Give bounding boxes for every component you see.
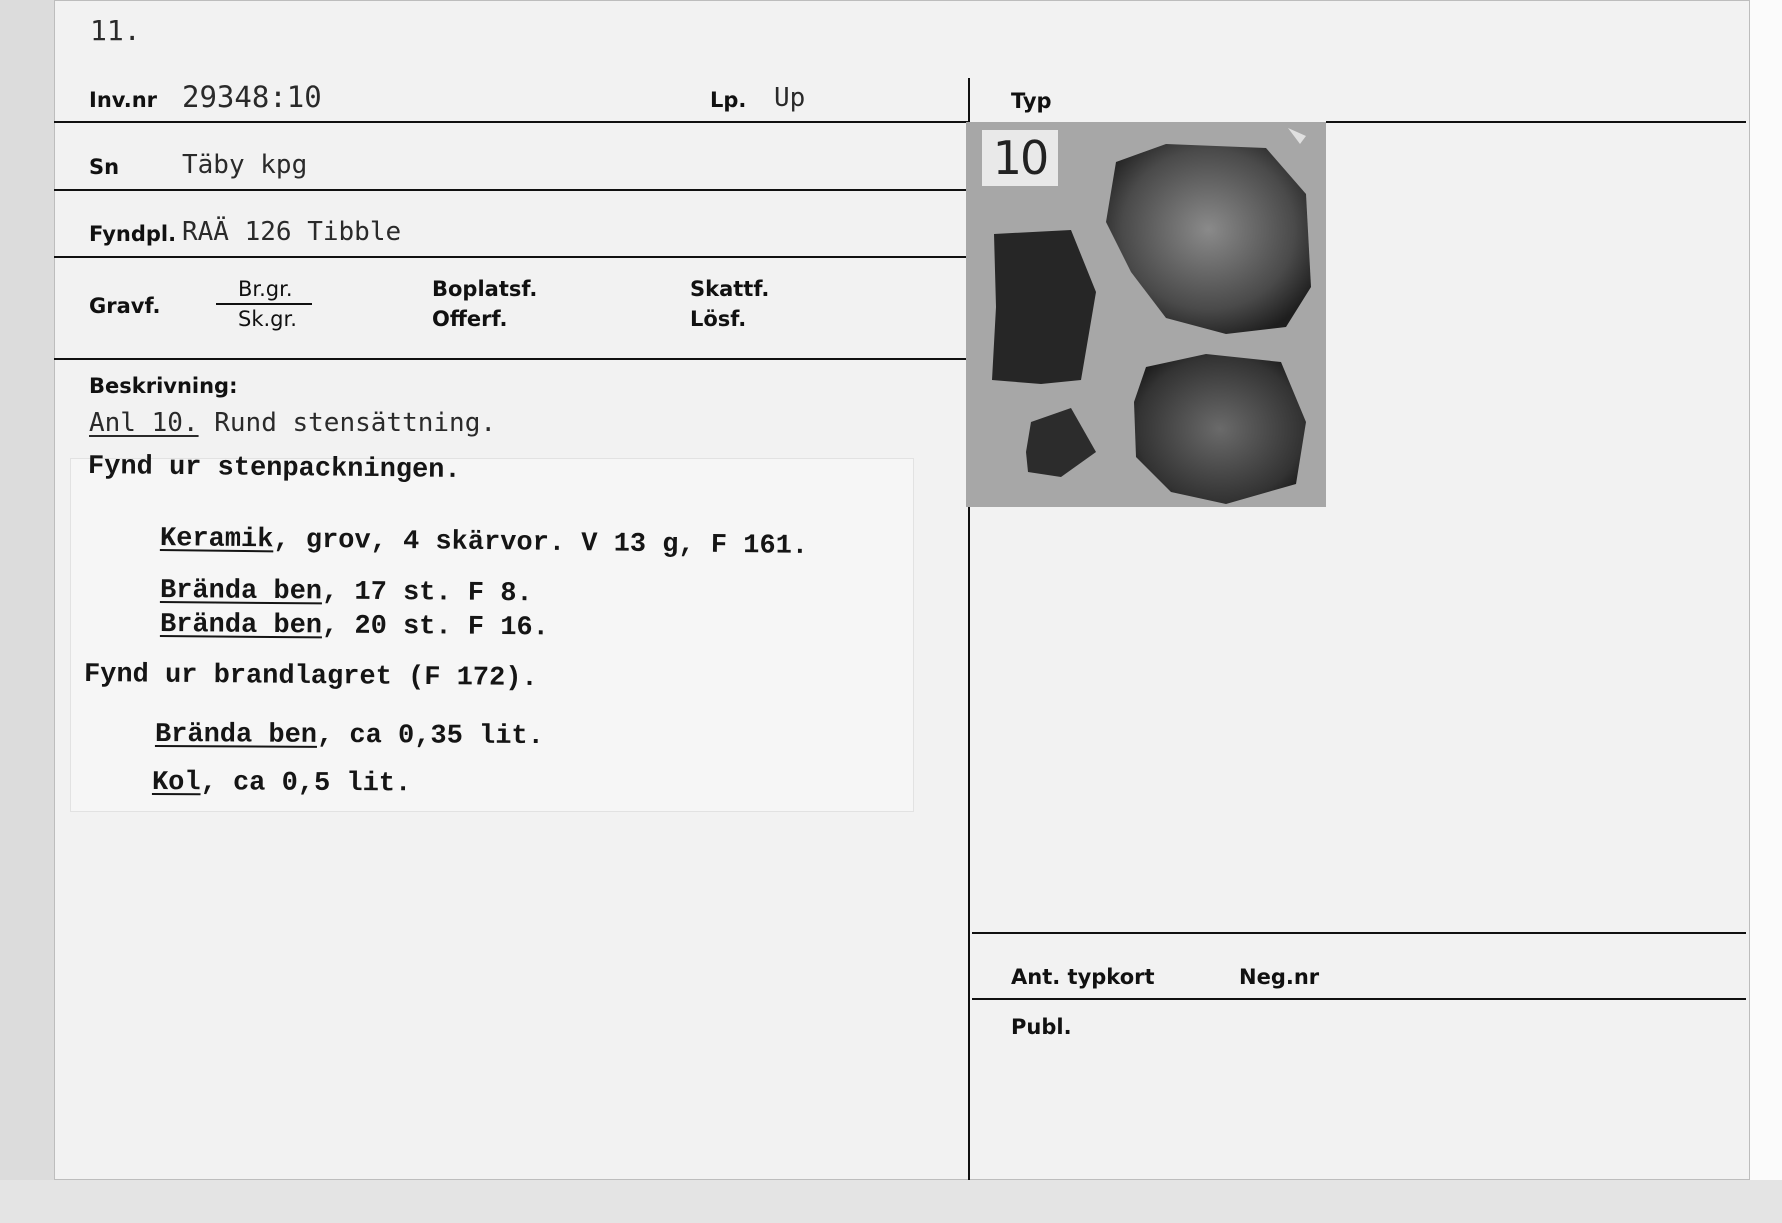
- fyndpl-value: RAÄ 126 Tibble: [182, 217, 402, 247]
- beskrivning-label: Beskrivning:: [89, 374, 238, 398]
- desc-kol: [152, 768, 411, 799]
- row-divider: [54, 189, 968, 191]
- ant-typkort-label: Ant. typkort: [1011, 965, 1155, 989]
- row-divider: [1326, 121, 1746, 123]
- desc-branda-1: [160, 576, 533, 609]
- inv-nr-label: Inv.nr: [89, 88, 158, 112]
- kol-text: , ca 0,5 lit.: [200, 768, 412, 800]
- keramik-text: , grov, 4 skärvor. V 13 g, F 161.: [273, 525, 809, 562]
- keramik-term: Keramik: [159, 524, 274, 556]
- card-number: 11.: [90, 14, 141, 47]
- branda-term-1: Brända ben: [159, 576, 323, 608]
- branda-text-1: , 17 st. F 8.: [321, 577, 533, 610]
- inv-nr-value: 29348:10: [182, 80, 322, 114]
- neg-nr-label: Neg.nr: [1239, 965, 1320, 989]
- sn-value: Täby kpg: [182, 150, 308, 180]
- fyndpl-label: Fyndpl.: [89, 222, 177, 246]
- fraction-line: [216, 303, 312, 305]
- branda-text-2: , 20 st. F 16.: [321, 611, 549, 644]
- artifact-photo: [966, 122, 1326, 507]
- desc-line-5: Fynd ur brandlagret (F 172).: [83, 660, 538, 694]
- type-number: 10: [982, 130, 1058, 186]
- branda-text-3: , ca 0,35 lit.: [316, 720, 544, 753]
- desc-line-1: Fynd ur stenpackningen.: [87, 452, 461, 486]
- desc-branda-3: [155, 720, 544, 752]
- boplatsf-label: Boplatsf.: [432, 277, 538, 301]
- row-divider: [972, 998, 1746, 1000]
- row-divider: [54, 358, 968, 360]
- brgr-label: Br.gr.: [238, 277, 293, 301]
- row-divider: [54, 256, 968, 258]
- skgr-label: Sk.gr.: [238, 307, 297, 331]
- anl-text: Rund stensättning.: [214, 408, 496, 438]
- row-divider: [54, 121, 968, 123]
- typ-label: Typ: [1011, 89, 1052, 113]
- sn-label: Sn: [89, 155, 120, 179]
- gravf-label: Gravf.: [89, 294, 161, 318]
- branda-term-2: Brända ben: [159, 610, 323, 642]
- kol-term: Kol: [151, 768, 201, 799]
- losf-label: Lösf.: [690, 307, 747, 331]
- anl-number: Anl 10.: [89, 408, 199, 438]
- card-edge: [1750, 0, 1782, 1223]
- lp-label: Lp.: [710, 88, 747, 112]
- card-edge-bottom: [0, 1180, 1782, 1223]
- branda-term-3: Brända ben: [154, 720, 318, 751]
- skattf-label: Skattf.: [690, 277, 770, 301]
- publ-label: Publ.: [1011, 1015, 1072, 1039]
- lp-value: Up: [774, 83, 806, 113]
- desc-branda-2: [160, 610, 549, 643]
- row-divider: [972, 932, 1746, 934]
- description-intro: [89, 408, 496, 438]
- offerf-label: Offerf.: [432, 307, 508, 331]
